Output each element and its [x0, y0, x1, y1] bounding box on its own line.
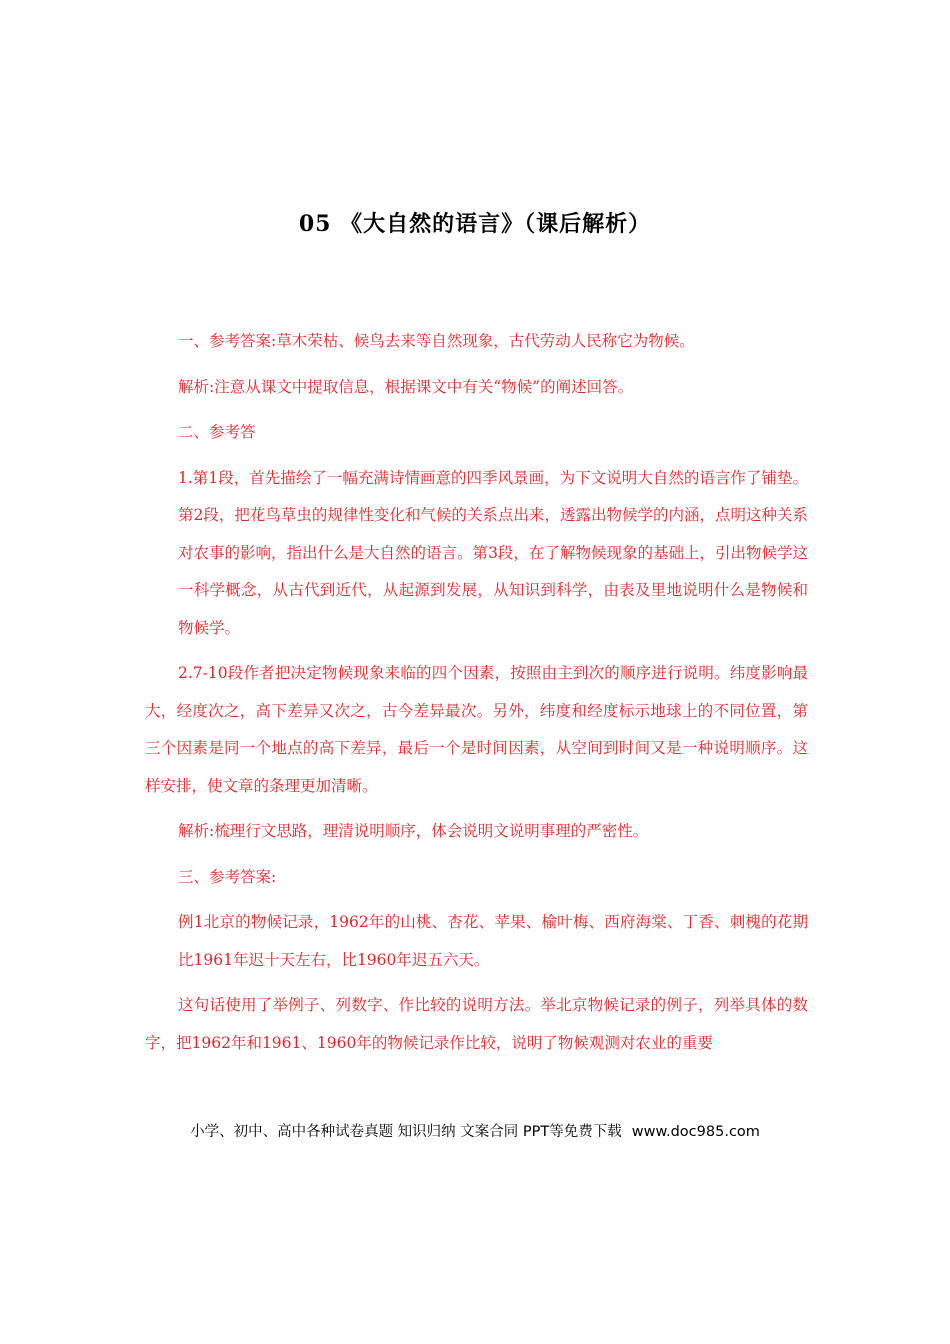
- q3-heading: 三、参考答案:: [178, 867, 277, 886]
- footer-text: 小学、初中、高中各种试卷真题 知识归纳 文案合同 PPT等免费下载: [190, 1124, 622, 1140]
- q2-analysis: 解析:梳理行文思路，理清说明顺序，体会说明文说明事理的严密性。: [178, 822, 649, 840]
- page-footer: [0, 1120, 950, 1144]
- q3-explanation: 这句话使用了举例子、列数字、作比较的说明方法。举北京物候记录的例子，列举具体的数字，把1962年和1961、1960年的物候记录作比较，说明了物候观测对农业的重要: [145, 996, 808, 1052]
- q2-heading: 二、参考答: [178, 423, 256, 441]
- q3-example1: 例1北京的物候记录，1962年的山桃、杏花、苹果、榆叶梅、西府海棠、丁香、刺槐的花期比1961年迟十天左右，比1960年迟五六天。: [178, 913, 808, 969]
- document-body: [145, 323, 808, 1070]
- q2-item2: 2.7-10段作者把决定物候现象来临的四个因素，按照由主到次的顺序进行说明。纬度影响最大，经度次之，高下差异又次之，古今差异最次。另外，纬度和经度标示地球上的不同位置，第三个因素是同一个地点的高下差异，最后一个是时间因素，从空间到时间又是一种说明顺序。这样安排，使文章的条理更加清晰。: [145, 664, 808, 795]
- q2-item1: 1.第1段，首先描绘了一幅充满诗情画意的四季风景画，为下文说明大自然的语言作了铺垫。第2段，把花鸟草虫的规律性变化和气候的关系点出来，透露出物候学的内涵，点明这种关系对农事的影响，指出什么是大自然的语言。第3段，在了解物候现象的基础上，引出物候学这一科学概念，从古代到近代，从起源到发展，从知识到科学，由表及里地说明什么是物候和物候学。: [178, 468, 808, 637]
- q1-analysis: 解析:注意从课文中提取信息，根据课文中有关“物候”的阐述回答。: [178, 377, 634, 396]
- page-title: 05 《大自然的语言》（课后解析）: [298, 211, 652, 237]
- footer-site-link[interactable]: www.doc985.com: [631, 1124, 760, 1140]
- q1-answer: 一、参考答案:草木荣枯、候鸟去来等自然现象，古代劳动人民称它为物候。: [178, 332, 695, 350]
